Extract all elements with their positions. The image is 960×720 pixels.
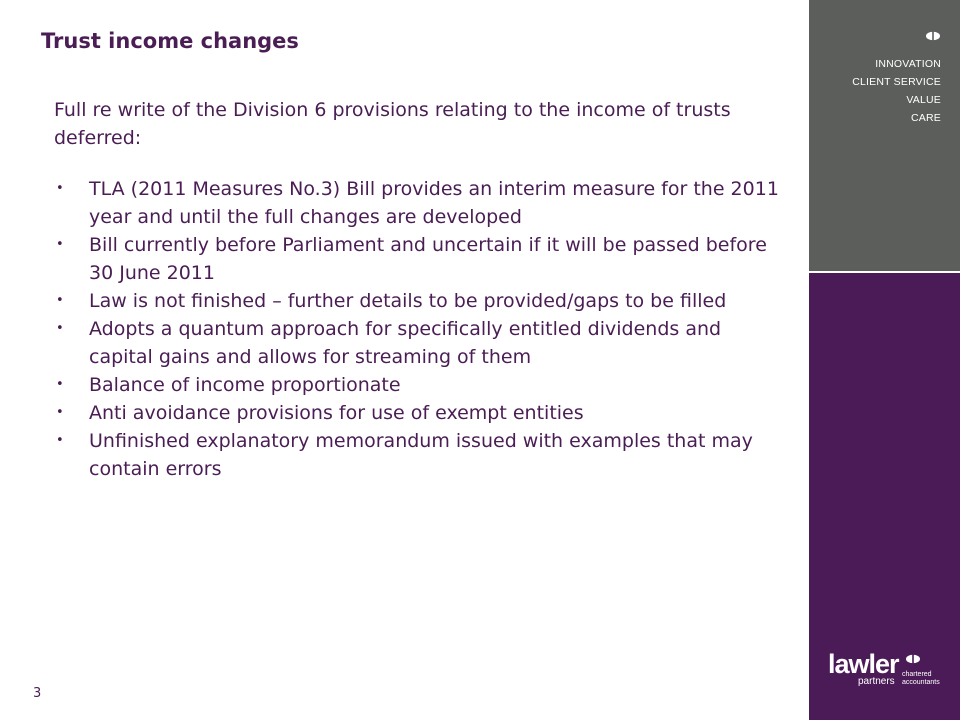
brand-mark-icon (905, 654, 921, 664)
value-item-care: CARE (911, 112, 941, 124)
bullet-item (54, 371, 784, 399)
logo-tagline-line-2: accountants (902, 679, 940, 686)
bullet-text: Law is not finished – further details to be provided/gaps to be filled (89, 290, 727, 312)
intro-text: Full re write of the Division 6 provisions relating to the income of trusts deferred: (54, 99, 731, 149)
logo-wordmark: lawler (828, 649, 899, 679)
bullet-marker: • (56, 181, 64, 196)
logo-tagline-line-1: chartered (902, 671, 932, 678)
bullet-text: Adopts a quantum approach for specifically entitled dividends and capital gains and allows for streaming of them (89, 318, 722, 368)
company-logo (828, 650, 938, 690)
bullet-text: Balance of income proportionate (89, 374, 401, 396)
values-list (852, 55, 941, 127)
bullet-marker: • (56, 377, 64, 392)
bullet-marker: • (56, 321, 64, 336)
bullet-text: Unfinished explanatory memorandum issued with examples that may contain errors (89, 430, 753, 480)
bullet-item (54, 175, 784, 231)
brand-mark-icon (925, 31, 941, 41)
logo-tagline (902, 671, 940, 687)
bullet-text: Bill currently before Parliament and uncertain if it will be passed before 30 June 2011 (89, 234, 767, 284)
logo-subtitle: partners (858, 676, 895, 687)
bullet-item (54, 287, 784, 315)
bullet-list (54, 175, 784, 483)
bullet-item (54, 315, 784, 371)
bullet-marker: • (56, 405, 64, 420)
bullet-marker: • (56, 237, 64, 252)
bullet-marker: • (56, 293, 64, 308)
bullet-marker: • (56, 433, 64, 448)
value-item-value: VALUE (906, 94, 941, 106)
bullet-text: TLA (2011 Measures No.3) Bill provides an interim measure for the 2011 year and until the full changes are developed (89, 178, 779, 228)
bullet-text: Anti avoidance provisions for use of exempt entities (89, 402, 584, 424)
page-number: 3 (33, 686, 42, 701)
value-item-innovation: INNOVATION (875, 58, 941, 70)
value-item-client-service: CLIENT SERVICE (852, 76, 941, 88)
bullet-item (54, 399, 784, 427)
slide-title: Trust income changes (41, 29, 299, 53)
bullet-item (54, 427, 784, 483)
bullet-item (54, 231, 784, 287)
